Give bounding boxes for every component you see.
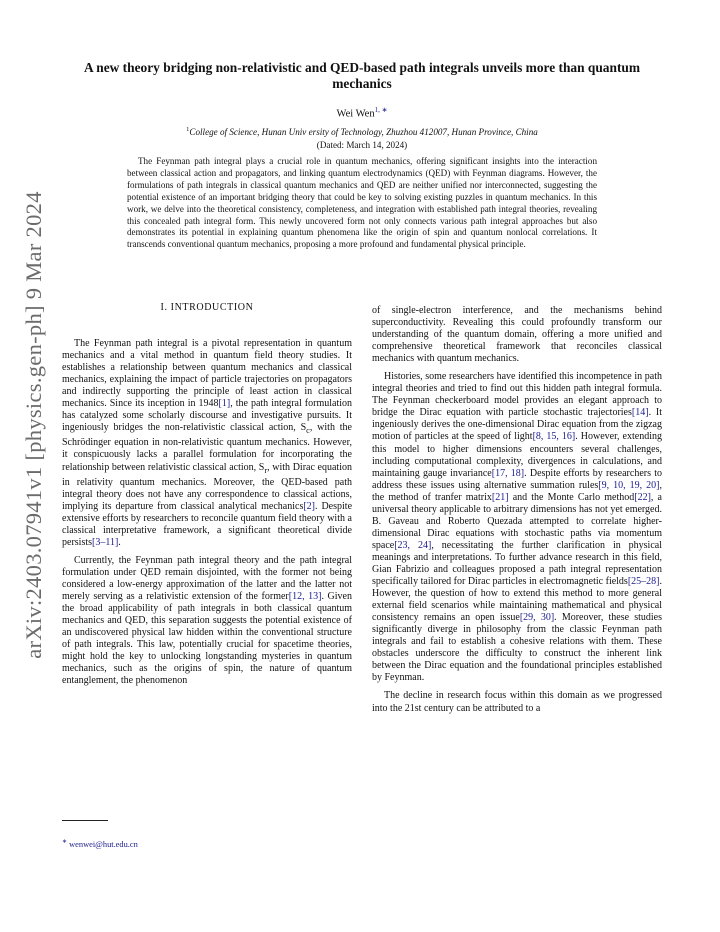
citation-link[interactable]: [8, 15, 16]	[532, 431, 576, 443]
text-run: . However, the question of how to extend this method to more general external field scenarios while maintaining mathematical and physical consistency remains an open issue	[372, 576, 662, 624]
author-marks[interactable]: 1, ∗	[374, 106, 388, 114]
text-run: . Given the broad applicability of path integrals in both classical quantum mechanics and QED, this separation suggests the potential existence of an undiscovered physical law hidden within the conventional structure of path integrals. This law, potentially crucial for spacetime theories, might hold the key to unlocking longstanding mysteries in quantum mechanics, such as the origins of spin, the nature of quantum entanglement, the phenomenon	[62, 590, 352, 687]
footnote-email-link[interactable]: wenwei@hut.edu.cn	[69, 839, 138, 849]
text-run: . Moreover, these studies significantly diverge in philosophy from the classic Feynman path integrals and fail to establish a cohesive relations with them. These obstacles underscore the difficulty to construct the inherent link between the Dirac equation and the foundational principles established by Feynman.	[372, 612, 662, 684]
citation-link[interactable]: [14]	[631, 407, 649, 419]
text-run: , a universal theory applicable to arbitrary dimensions has not yet emerged. B. Gaveau and Roberto Quezada attempted to correlate higher-dimensional Dirac equations with stochastic paths via momentum space	[372, 491, 662, 551]
text-run: , the method of tranfer matrix	[372, 479, 662, 503]
paragraph	[372, 371, 662, 684]
citation-link[interactable]: [1]	[218, 398, 231, 410]
text-run: and the Monte Carlo method	[508, 491, 635, 503]
footnote	[62, 838, 138, 849]
citation-link[interactable]: [9, 10, 19, 20]	[598, 479, 660, 491]
arxiv-identifier	[18, 190, 50, 660]
arxiv-identifier-text: arXiv:2403.07941v1 [physics.gen-ph] 9 Mar 2024	[21, 191, 46, 659]
text-run: , the path integral formulation has catalyzed some scholarly discourse and investigative pursuits. It ingeniously bridges the non-relativistic classical action, S	[62, 398, 352, 434]
text-run: , necessitating the further clarification in physical meanings and interpretations. To further advance research in this field, Gian Fabrizio and colleagues proposed a path integral representation specifically tailored for Dirac particles in electromagnetic fields	[372, 539, 662, 588]
affiliation-text: College of Science, Hunan Univ ersity of Technology, Zhuzhou 412007, Hunan Province, China	[189, 127, 538, 138]
citation-link[interactable]: [12, 13]	[288, 590, 322, 602]
paragraph	[62, 338, 352, 549]
text-run: . Despite efforts by researchers to address these issues using alternative summation rules	[372, 467, 662, 491]
text-run: , with the Schrödinger equation in non-relativistic quantum mechanics. However, it conspicuously lacks a parallel formulation for incorporating the relationship between relativistic classical action, S	[62, 422, 352, 473]
text-run: . However, extending this model to higher dimensions encounters several challenges, including computational complexity, divergences in calculations, and maintaining gauge invariance	[372, 431, 662, 479]
author-name: Wei Wen	[336, 108, 375, 120]
text-run: The decline in research focus within this domain as we progressed into the 21st century can be attributed to a	[372, 690, 662, 714]
text-run: The Feynman path integral is a pivotal representation in quantum mechanics and a vital method in quantum field theory studies. It establishes a relationship between quantum mechanics and classical mechanics, explaining the impact of particle trajectories on propagators and indirectly supporting the principle of least action in classical mechanics. Since its inception in 1948	[62, 338, 352, 410]
paragraph	[372, 690, 662, 714]
citation-link[interactable]: [22]	[634, 491, 651, 503]
dated-line: (Dated: March 14, 2024)	[316, 140, 408, 151]
citation-link[interactable]: [3–11]	[92, 536, 119, 548]
affiliation-mark: 1	[186, 126, 190, 133]
text-run: . Despite extensive efforts by researchers to reconcile quantum field theory with a classical interpretative framework, a significant theoretical divide persists	[62, 500, 353, 548]
paragraph	[372, 305, 662, 365]
text-run: Histories, some researchers have identified this incompetence in path integral theories and tried to find out this hidden path integral formula. The Feynman checkerboard model provides an elegant approach to bridge the Dirac equation with particle stochastic trajectories	[372, 371, 662, 419]
section-heading: I. INTRODUCTION	[160, 302, 254, 313]
paper-title: A new theory bridging non-relativistic and QED-based path integrals unveils more than quantum mechanics	[83, 60, 641, 91]
text-run: Currently, the Feynman path integral theory and the path integral formulation under QED remain disjointed, with the former not being considered a low-energy approximation of the latter and the latter not merely serving as a relativistic extension of the former	[62, 554, 352, 602]
text-run: . It ingeniously derives the one-dimensional Dirac equation from the zigzag motion of particles at the speed of light	[372, 407, 663, 443]
citation-link[interactable]: [29, 30]	[519, 612, 555, 624]
left-column	[62, 302, 352, 687]
paragraph	[62, 555, 352, 688]
author-line	[62, 106, 662, 120]
citation-link[interactable]: [21]	[491, 491, 509, 503]
footnote-mark: ∗	[62, 839, 68, 845]
text-run: , with Dirac equation in relativity quantum mechanics. Moreover, the QED-based path integral theory does not have any correspondence to classical actions, implying its departure from classical analytical mechanics	[62, 461, 352, 512]
subscript: c	[306, 426, 310, 436]
citation-link[interactable]: [2]	[303, 500, 316, 512]
affiliation-block	[62, 123, 662, 152]
abstract: The Feynman path integral plays a crucial role in quantum mechanics, offering significant insights into the interaction between classical action and propagators, and linking quantum electrodynamics (QED) with Feynman diagrams. However, the formulations of path integrals in classical quantum mechanics and QED are neither unified nor interconnected, suggesting the potential existence of an important bridging theory that could be key to solving existing puzzles in quantum mechanics. In this work, we delve into the theoretical consistency, completeness, and integration with established path integral theories, revealing this concealed path integral form. This newly uncovered form not only connects various path integral approaches but also demonstrates its potential in explaining quantum phenomena like the origin of spin and quantum nonlocal correlations. It transcends conventional quantum mechanics, proposing a more profound and fundamental physical principle.	[127, 156, 597, 250]
citation-link[interactable]: [17, 18]	[491, 467, 525, 479]
citation-link[interactable]: [23, 24]	[394, 539, 432, 551]
citation-link[interactable]: [25–28]	[627, 576, 660, 588]
right-column	[372, 305, 662, 715]
text-run: of single-electron interference, and the mechanisms behind superconductivity. Revealing this could profoundly transform our understanding of the quantum domain, offering a more unified and comprehensive theoretical framework that reconciles classical mechanics with quantum mechanics.	[372, 305, 662, 365]
text-run: .	[118, 536, 121, 548]
subscript: r	[264, 465, 268, 475]
footnote-rule	[62, 820, 108, 821]
